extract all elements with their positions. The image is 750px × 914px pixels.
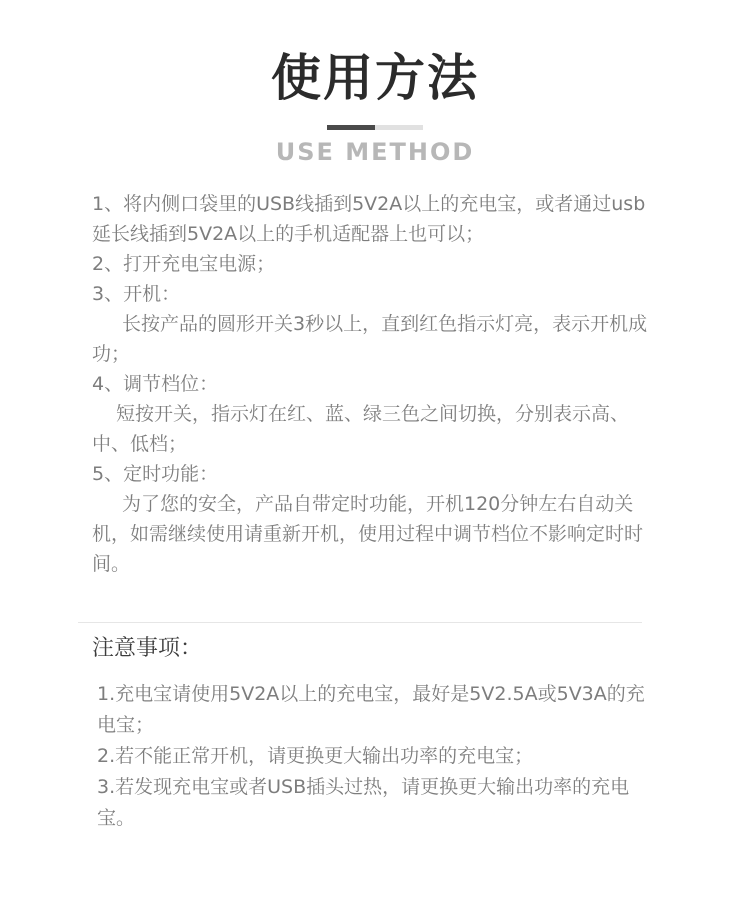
notes-title: 注意事项： <box>92 636 203 661</box>
note-item-3: 3.若发现充电宝或者USB插头过热，请更换更大输出功率的充电宝。 <box>97 776 630 829</box>
title-underline-dark-segment <box>327 125 375 130</box>
section-divider <box>78 622 642 623</box>
step-4-body: 短按开关，指示灯在红、蓝、绿三色之间切换，分别表示高、中、低档； <box>92 403 630 455</box>
page-title: 使用方法 <box>271 49 479 107</box>
step-1-text: 1、将内侧口袋里的USB线插到5V2A以上的充电宝，或者通过usb延长线插到5V2A以上的手机适配器上也可以； <box>92 193 646 245</box>
step-3-body: 长按产品的圆形开关3秒以上，直到红色指示灯亮，表示开机成功； <box>92 313 648 365</box>
note-item-1: 1.充电宝请使用5V2A以上的充电宝，最好是5V2.5A或5V3A的充电宝； <box>97 683 645 736</box>
title-underline-light-segment <box>375 125 423 130</box>
step-2-text: 2、打开充电宝电源； <box>92 253 276 275</box>
step-5-heading: 5、定时功能： <box>92 463 219 485</box>
step-3-heading: 3、开机： <box>92 283 181 305</box>
usage-steps <box>92 189 660 579</box>
title-underline <box>327 125 423 130</box>
step-5-body: 为了您的安全，产品自带定时功能，开机120分钟左右自动关机，如需继续使用请重新开机，使用过程中调节档位不影响定时时间。 <box>92 493 644 575</box>
note-item-2: 2.若不能正常开机，请更换更大输出功率的充电宝； <box>97 745 534 767</box>
page-subtitle: USE METHOD <box>275 138 475 166</box>
step-4-heading: 4、调节档位： <box>92 373 219 395</box>
notes-list <box>97 679 659 834</box>
